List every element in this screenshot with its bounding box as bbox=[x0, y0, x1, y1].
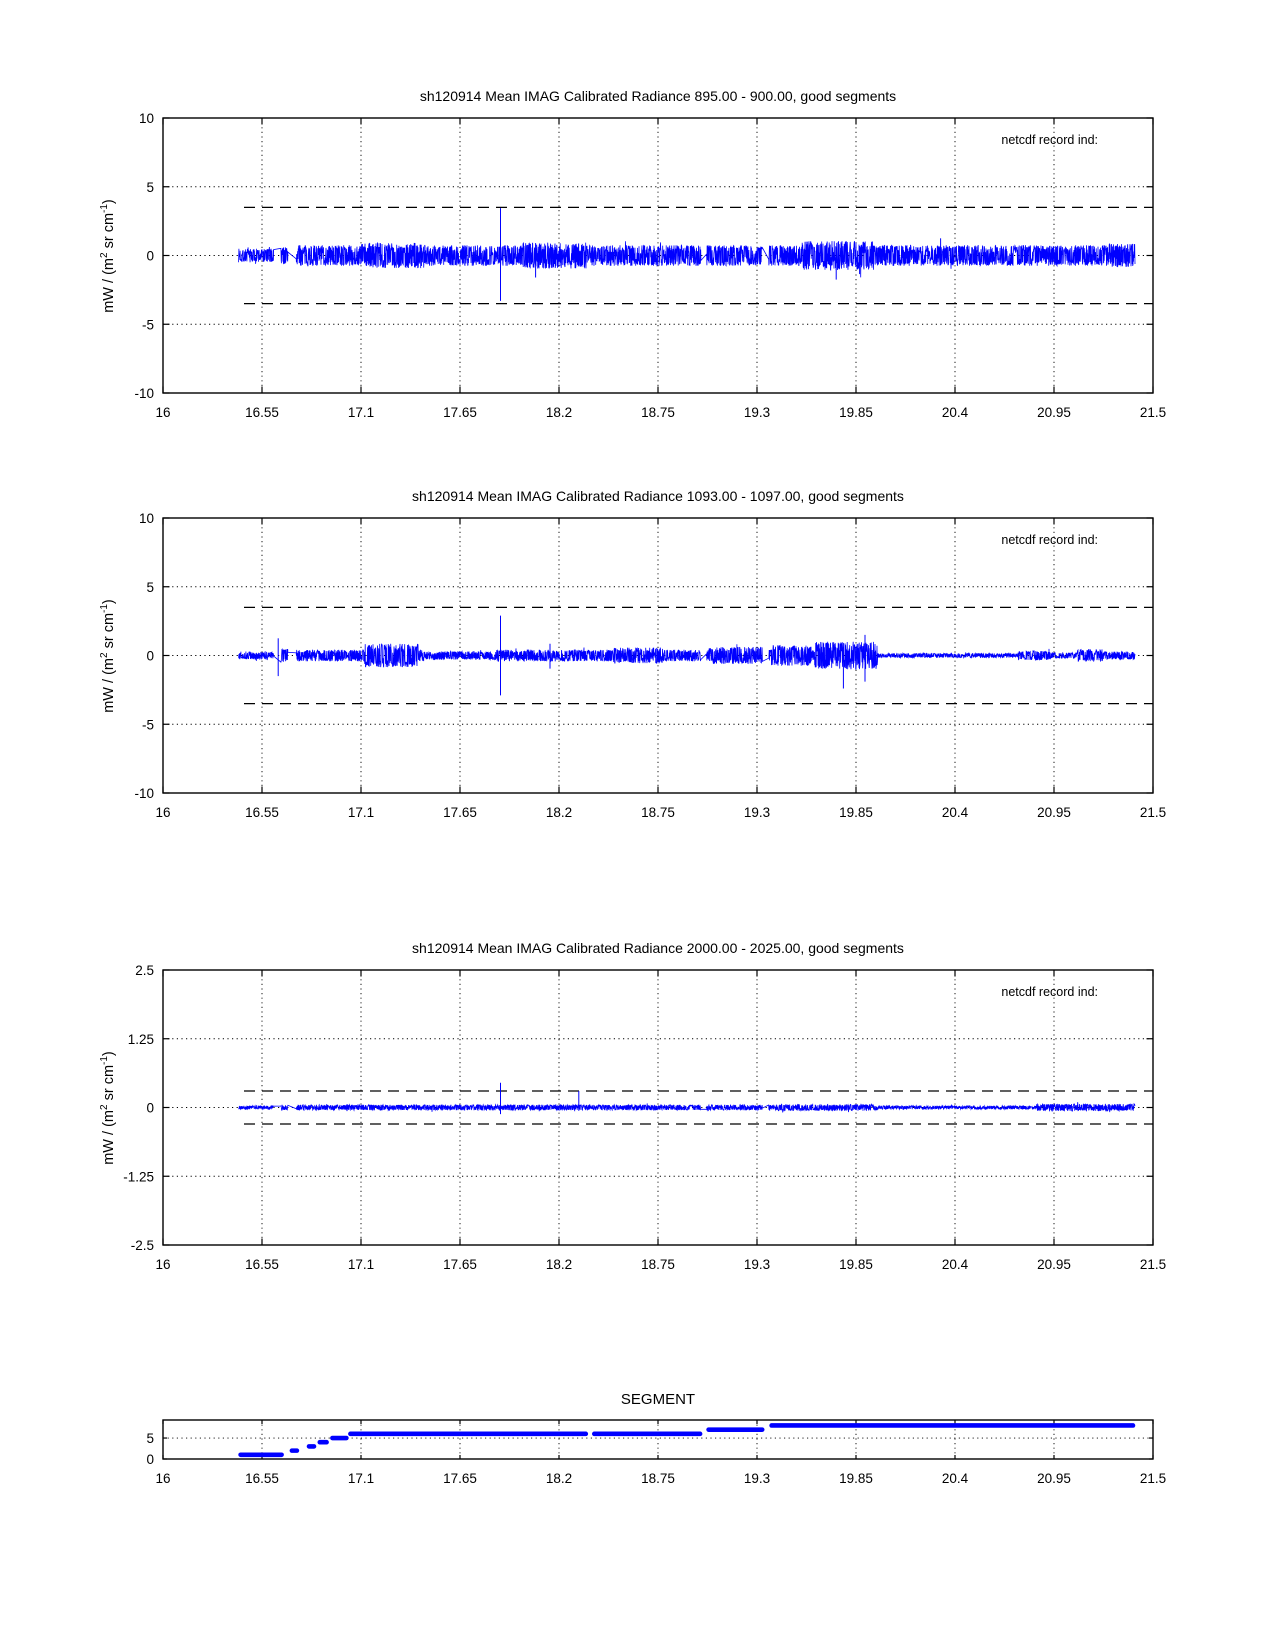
y-tick-label: 5 bbox=[146, 1431, 154, 1447]
x-tick-label: 19.85 bbox=[839, 405, 873, 420]
x-tick-label: 20.95 bbox=[1037, 1257, 1071, 1272]
x-tick-label: 19.85 bbox=[839, 1257, 873, 1272]
y-tick-label: -2.5 bbox=[130, 1238, 154, 1253]
y-axis-label-part: ) bbox=[100, 199, 117, 205]
x-tick-label: 16.55 bbox=[245, 1257, 279, 1272]
x-tick-label: 17.65 bbox=[443, 805, 477, 820]
signal-trace bbox=[239, 642, 1135, 669]
y-tick-label: -10 bbox=[134, 386, 154, 401]
y-tick-label: 10 bbox=[138, 111, 154, 126]
x-tick-label: 16 bbox=[155, 405, 171, 420]
y-tick-label: 5 bbox=[146, 579, 154, 595]
y-axis-label-part: 2 bbox=[99, 252, 111, 259]
x-tick-label: 18.75 bbox=[641, 405, 675, 420]
chart3-netcdf-record-annotation: netcdf record ind: bbox=[1001, 985, 1098, 999]
chart2-plot-area bbox=[0, 506, 1275, 833]
y-tick-label: -5 bbox=[141, 717, 154, 733]
segment-chart-title: SEGMENT bbox=[620, 1391, 696, 1408]
x-tick-label: 19.3 bbox=[743, 805, 771, 820]
y-axis-label-part: -1 bbox=[99, 204, 111, 213]
y-axis-label-part: mW / (m bbox=[100, 258, 117, 313]
x-tick-label: 17.1 bbox=[347, 1257, 375, 1272]
x-tick-label: 19.85 bbox=[839, 1471, 873, 1486]
y-tick-label: 5 bbox=[146, 179, 154, 195]
x-tick-label: 20.4 bbox=[941, 405, 969, 420]
chart2-netcdf-record-annotation: netcdf record ind: bbox=[1001, 533, 1098, 547]
y-tick-label: 0 bbox=[146, 648, 154, 664]
y-axis-label-part: sr cm bbox=[100, 1064, 117, 1105]
x-tick-label: 18.2 bbox=[545, 1471, 573, 1486]
x-tick-label: 16.55 bbox=[245, 805, 279, 820]
x-tick-label: 17.1 bbox=[347, 805, 375, 820]
x-tick-label: 19.3 bbox=[743, 1471, 771, 1486]
y-axis-label-part: 2 bbox=[99, 652, 111, 659]
x-tick-label: 18.75 bbox=[641, 805, 675, 820]
y-tick-label: 0 bbox=[146, 1452, 154, 1467]
y-axis-label-part: sr cm bbox=[100, 212, 117, 253]
x-tick-label: 16.55 bbox=[245, 1471, 279, 1486]
y-axis-label-part: -1 bbox=[99, 1056, 111, 1065]
x-tick-label: 18.2 bbox=[545, 805, 573, 820]
x-tick-label: 21.5 bbox=[1139, 1471, 1167, 1486]
y-axis-label-part: sr cm bbox=[100, 612, 117, 653]
x-tick-label: 21.5 bbox=[1139, 405, 1167, 420]
x-tick-label: 17.65 bbox=[443, 1471, 477, 1486]
x-tick-label: 20.95 bbox=[1037, 1471, 1071, 1486]
y-axis-label-part: -1 bbox=[99, 604, 111, 613]
y-tick-label: 10 bbox=[138, 511, 154, 526]
x-tick-label: 20.4 bbox=[941, 1471, 969, 1486]
x-tick-label: 20.4 bbox=[941, 805, 969, 820]
y-tick-label: 0 bbox=[146, 248, 154, 264]
chart1-title: sh120914 Mean IMAG Calibrated Radiance 895.00 - 900.00, good segments bbox=[419, 88, 897, 104]
x-tick-label: 18.2 bbox=[545, 405, 573, 420]
x-tick-label: 16 bbox=[155, 805, 171, 820]
y-axis-label-part: 2 bbox=[99, 1104, 111, 1111]
chart2-title: sh120914 Mean IMAG Calibrated Radiance 1093.00 - 1097.00, good segments bbox=[412, 488, 904, 504]
x-tick-label: 18.75 bbox=[641, 1471, 675, 1486]
x-tick-label: 20.4 bbox=[941, 1257, 969, 1272]
x-tick-label: 19.85 bbox=[839, 805, 873, 820]
x-tick-label: 16 bbox=[155, 1471, 171, 1486]
y-axis-label-part: mW / (m bbox=[100, 1110, 117, 1165]
x-tick-label: 21.5 bbox=[1139, 805, 1167, 820]
x-tick-label: 17.1 bbox=[347, 1471, 375, 1486]
x-tick-label: 19.3 bbox=[743, 1257, 771, 1272]
y-axis-label-part: ) bbox=[100, 599, 117, 605]
y-axis-label-part: ) bbox=[100, 1051, 117, 1057]
x-tick-label: 19.3 bbox=[743, 405, 771, 420]
y-tick-label: -5 bbox=[141, 317, 154, 333]
x-tick-label: 16 bbox=[155, 1257, 171, 1272]
chart1-netcdf-record-annotation: netcdf record ind: bbox=[1001, 133, 1098, 147]
x-tick-label: 20.95 bbox=[1037, 805, 1071, 820]
y-tick-label: 2.5 bbox=[135, 963, 154, 978]
chart3-title: sh120914 Mean IMAG Calibrated Radiance 2000.00 - 2025.00, good segments bbox=[412, 940, 904, 956]
x-tick-label: 20.95 bbox=[1037, 405, 1071, 420]
x-tick-label: 21.5 bbox=[1139, 1257, 1167, 1272]
y-tick-label: -10 bbox=[134, 786, 154, 801]
chart3-plot-area bbox=[0, 958, 1275, 1285]
segment-plot-area bbox=[0, 1408, 1275, 1499]
x-tick-label: 18.75 bbox=[641, 1257, 675, 1272]
y-tick-label: -1.25 bbox=[123, 1169, 154, 1185]
x-tick-label: 18.2 bbox=[545, 1257, 573, 1272]
x-tick-label: 16.55 bbox=[245, 405, 279, 420]
chart1-plot-area bbox=[0, 106, 1275, 433]
x-tick-label: 17.1 bbox=[347, 405, 375, 420]
y-tick-label: 1.25 bbox=[127, 1031, 154, 1047]
signal-trace bbox=[239, 241, 1135, 277]
x-tick-label: 17.65 bbox=[443, 1257, 477, 1272]
y-axis-label-part: mW / (m bbox=[100, 658, 117, 713]
y-tick-label: 0 bbox=[146, 1100, 154, 1116]
x-tick-label: 17.65 bbox=[443, 405, 477, 420]
